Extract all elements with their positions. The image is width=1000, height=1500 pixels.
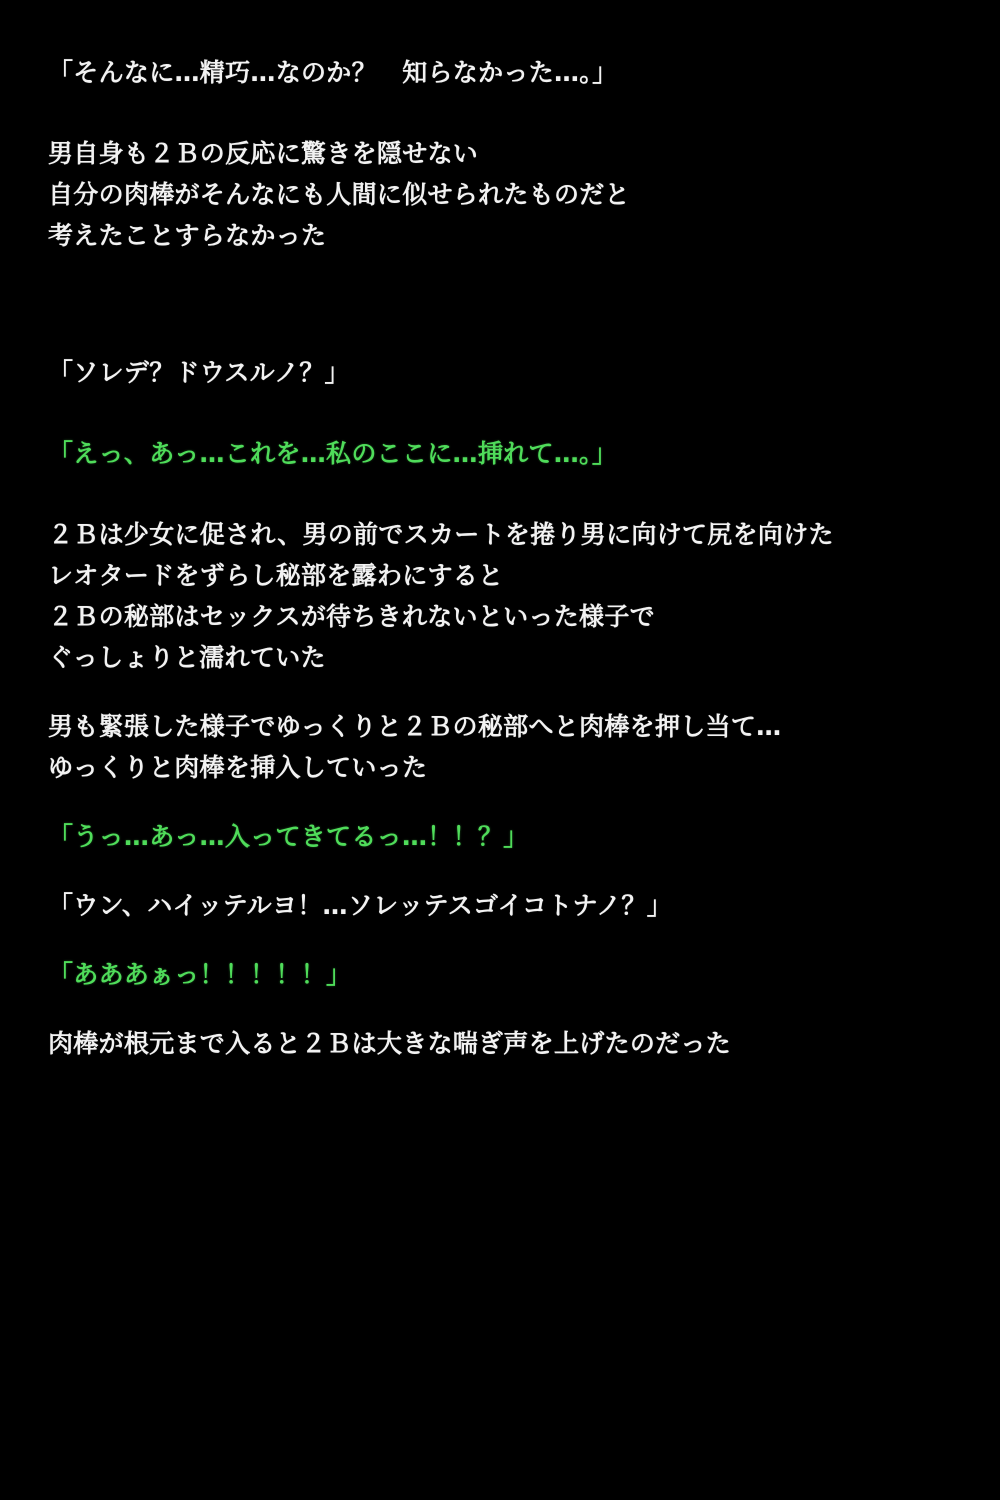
text-line: レオタードをずらし秘部を露わにすると bbox=[48, 561, 504, 590]
text-block-8 bbox=[48, 885, 952, 926]
text-line: 肉棒が根元まで入ると２Ｂは大きな喘ぎ声を上げたのだった bbox=[48, 1029, 732, 1058]
text-line: 考えたことすらなかった bbox=[48, 221, 327, 250]
text-block-5 bbox=[48, 514, 952, 678]
text-line: ２Ｂは少女に促され、男の前でスカートを捲り男に向けて尻を向けた bbox=[48, 520, 834, 549]
spacer bbox=[48, 926, 952, 954]
text-block-7 bbox=[48, 816, 952, 857]
text-block-9 bbox=[48, 954, 952, 995]
text-line: 「あああぁっ！！！！！」 bbox=[48, 960, 352, 989]
text-line: 「ウン、ハイッテルヨ！…ソレッテスゴイコトナノ？」 bbox=[48, 891, 673, 920]
spacer bbox=[48, 857, 952, 885]
text-line: ぐっしょりと濡れていた bbox=[48, 643, 326, 672]
text-line: 「そんなに…精巧…なのか？ 知らなかった…。」 bbox=[48, 58, 618, 87]
text-line: 「うっ…あっ…入ってきてるっ…！！？」 bbox=[48, 822, 529, 851]
text-block-4 bbox=[48, 433, 952, 474]
spacer bbox=[48, 474, 952, 514]
text-block-2 bbox=[48, 133, 952, 256]
spacer bbox=[48, 256, 952, 352]
text-line: 「えっ、あっ…これを…私のここに…挿れて…。」 bbox=[48, 439, 618, 468]
text-block-10 bbox=[48, 1023, 952, 1064]
text-block-1 bbox=[48, 52, 952, 93]
text-line: 「ソレデ？ドウスルノ？」 bbox=[48, 358, 350, 387]
spacer bbox=[48, 995, 952, 1023]
text-block-6 bbox=[48, 706, 952, 788]
text-line: 男も緊張した様子でゆっくりと２Ｂの秘部へと肉棒を押し当て… bbox=[48, 712, 782, 741]
spacer bbox=[48, 93, 952, 133]
text-line: ２Ｂの秘部はセックスが待ちきれないといった様子で bbox=[48, 602, 655, 631]
spacer bbox=[48, 393, 952, 433]
text-line: 自分の肉棒がそんなにも人間に似せられたものだと bbox=[48, 180, 630, 209]
text-line: ゆっくりと肉棒を挿入していった bbox=[48, 753, 428, 782]
text-line: 男自身も２Ｂの反応に驚きを隠せない bbox=[48, 139, 479, 168]
text-block-3 bbox=[48, 352, 952, 393]
spacer bbox=[48, 788, 952, 816]
spacer bbox=[48, 678, 952, 706]
